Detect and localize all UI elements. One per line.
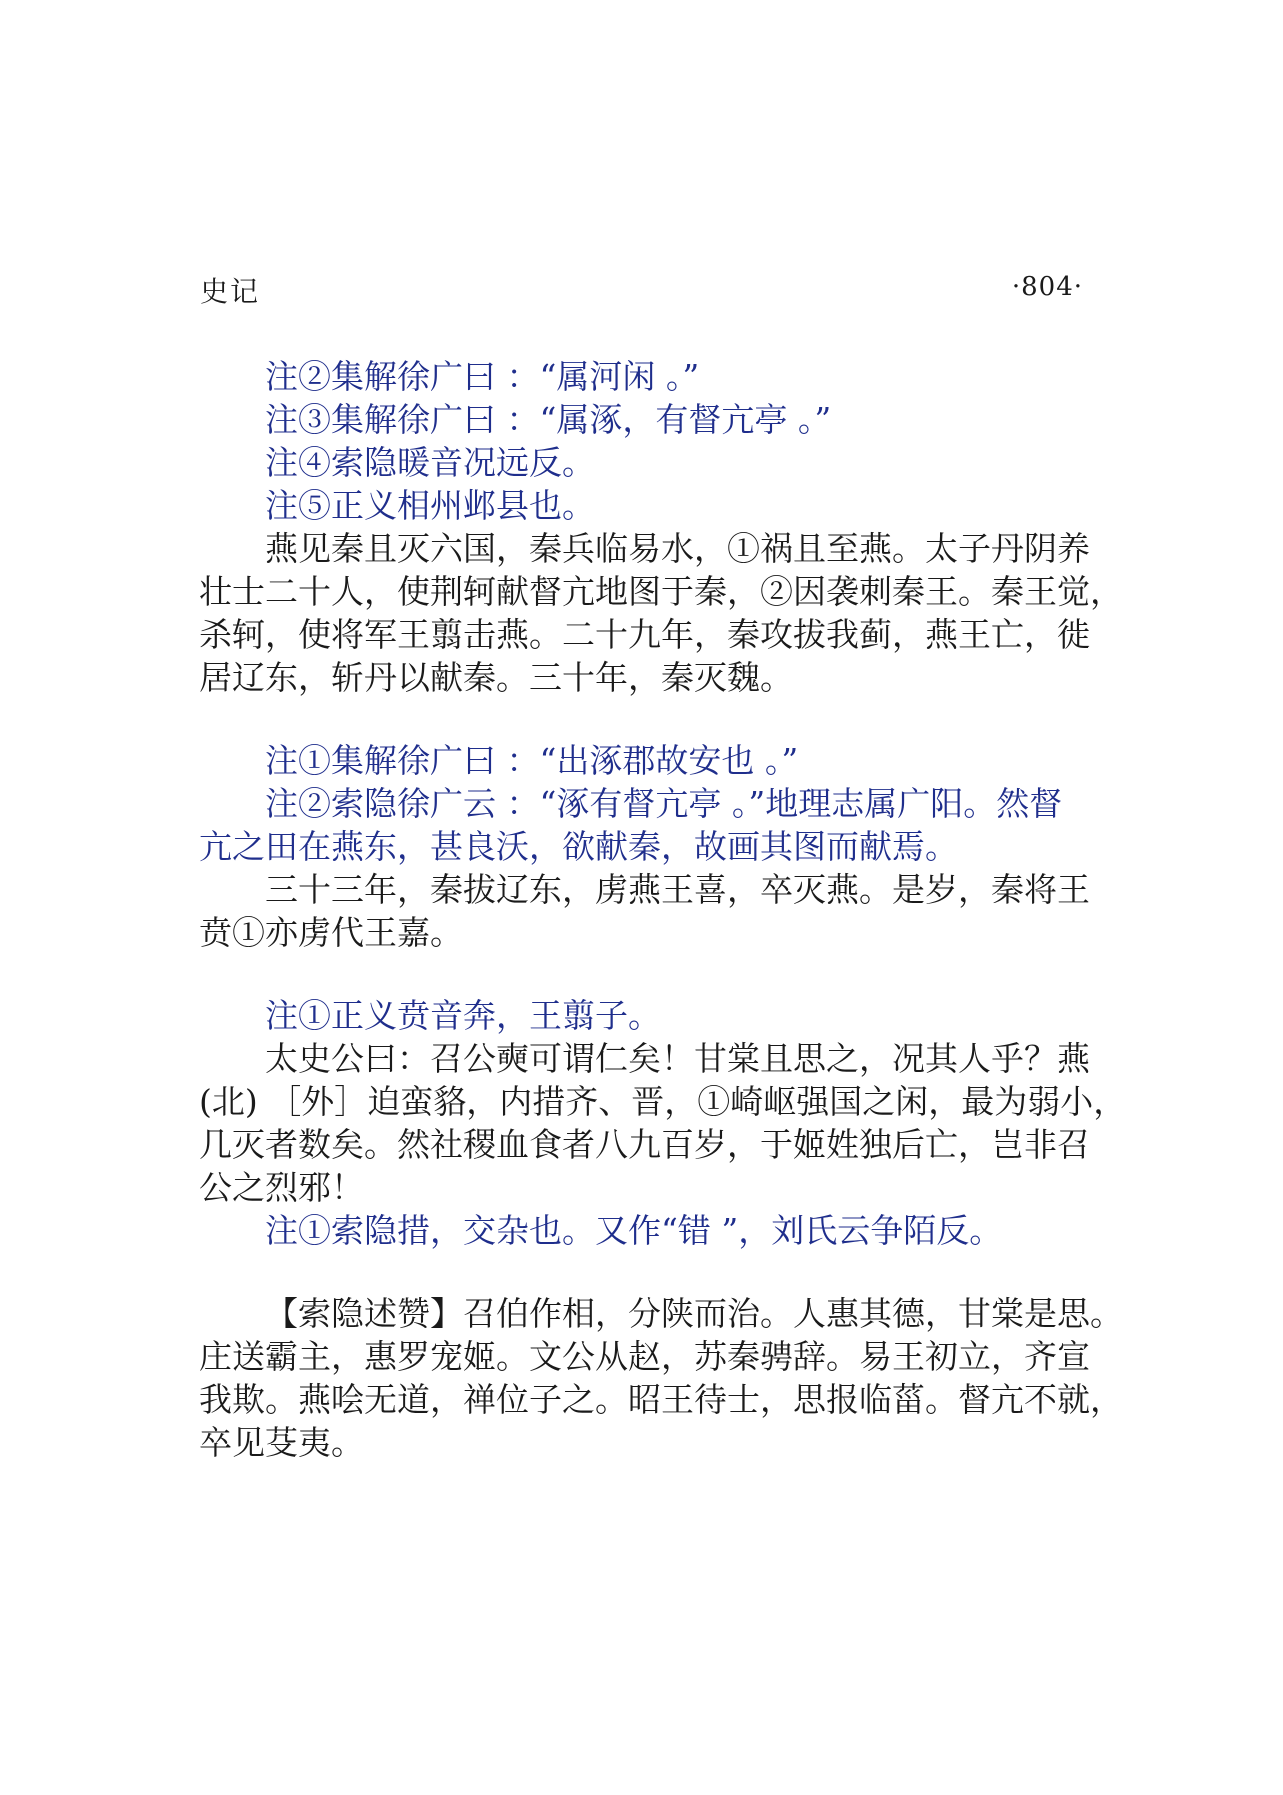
zan-line: 我欺。燕哙无道，禅位子之。昭王待士，思报临菑。督亢不就， xyxy=(199,1380,1123,1419)
zan-line: 卒见芟夷。 xyxy=(199,1423,364,1462)
paragraph-gap xyxy=(199,699,1089,739)
annotation-note: 亢之田在燕东，甚良沃，欲献秦，故画其图而献焉。 xyxy=(199,827,958,866)
annotation-note: 注①集解徐广曰 ：“出涿郡故安也 。” xyxy=(265,741,799,780)
annotation-note: 注⑤正义相州邺县也。 xyxy=(265,486,595,525)
body-text xyxy=(199,355,1127,1464)
annotation-note: 注①正义贲音奔，王翦子。 xyxy=(265,996,661,1035)
zan-line: 庄送霸主，惠罗宠姬。文公从赵，苏秦骋辞。易王初立，齐宣 xyxy=(199,1337,1090,1376)
paragraph-line: 几灭者数矣。然社稷血食者八九百岁，于姬姓独后亡，岂非召 xyxy=(199,1125,1090,1164)
page-number: ·804· xyxy=(1011,272,1083,302)
paragraph-gap xyxy=(199,954,1089,994)
paragraph-line: (北) ［外］迫蛮貉，内措齐、晋，①崎岖强国之闲，最为弱小， xyxy=(199,1082,1127,1121)
annotation-note: 注③集解徐广曰 ：“属涿，有督亢亭 。” xyxy=(265,400,832,439)
paragraph-line: 杀轲，使将军王翦击燕。二十九年，秦攻拔我蓟，燕王亡，徙 xyxy=(199,615,1090,654)
paragraph-line: 壮士二十人，使荆轲献督亢地图于秦，②因袭刺秦王。秦王觉， xyxy=(199,572,1123,611)
paragraph-line: 公之烈邪！ xyxy=(199,1168,364,1207)
annotation-note: 注④索隐暖音况远反。 xyxy=(265,443,595,482)
paragraph-line: 太史公曰：召公奭可谓仁矣！甘棠且思之，况其人乎？燕 xyxy=(265,1039,1090,1078)
paragraph-line: 贲①亦虏代王嘉。 xyxy=(199,913,463,952)
paragraph-gap xyxy=(199,1252,1089,1292)
annotation-note: 注②集解徐广曰 ：“属河闲 。” xyxy=(265,357,700,396)
paragraph-line: 三十三年，秦拔辽东，虏燕王喜，卒灭燕。是岁，秦将王 xyxy=(265,870,1090,909)
book-title: 史记 xyxy=(200,275,261,308)
annotation-note: 注②索隐徐广云 ：“涿有督亢亭 。”地理志属广阳。然督 xyxy=(265,784,1063,823)
zan-line: 【索隐述赞】召伯作相，分陕而治。人惠其德，甘棠是思。 xyxy=(265,1294,1123,1333)
annotation-note: 注①索隐措，交杂也。又作“错 ”，刘氏云争陌反。 xyxy=(265,1211,1003,1250)
paragraph-line: 居辽东，斩丹以献秦。三十年，秦灭魏。 xyxy=(199,658,793,697)
running-header xyxy=(200,270,1083,310)
paragraph-line: 燕见秦且灭六国，秦兵临易水，①祸且至燕。太子丹阴养 xyxy=(265,529,1090,568)
